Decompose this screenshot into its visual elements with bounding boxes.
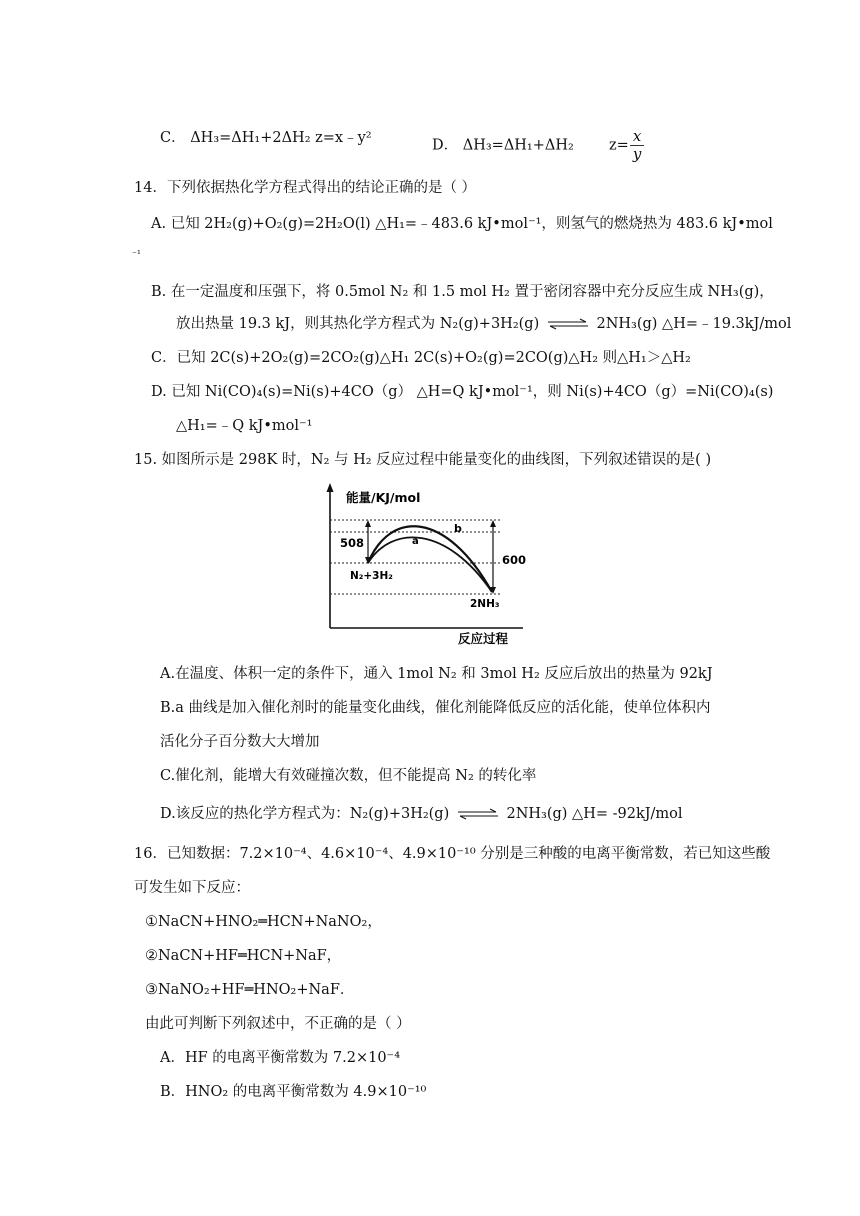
q14-option-c: C．已知 2C(s)+2O₂(g)=2CO₂(g)△H₁ 2C(s)+O₂(g)=2CO(g)△H₂ 则△H₁＞△H₂ xyxy=(151,350,691,366)
q14-stem: 14．下列依据热化学方程式得出的结论正确的是（ ） xyxy=(134,180,477,196)
q14-option-a-line1: A. 已知 2H₂(g)+O₂(g)=2H₂O(l) △H₁=﹣483.6 kJ•mol⁻¹，则氢气的燃烧热为 483.6 kJ•mol xyxy=(151,216,773,232)
q15-option-d-equation: D.该反应的热化学方程式为：N₂(g)+3H₂(g) xyxy=(160,806,450,822)
fraction-denominator: y xyxy=(632,145,642,163)
arrow-up-icon xyxy=(490,520,496,527)
q16-option-b: B．HNO₂ 的电离平衡常数为 4.9×10⁻¹⁰ xyxy=(160,1084,427,1100)
label-508: 508 xyxy=(340,536,365,550)
q13-option-d xyxy=(432,128,644,163)
q15-option-b-line2: 活化分子百分数大大增加 xyxy=(160,734,320,750)
q13-option-c: C． ΔH₃=ΔH₁+2ΔH₂ z=x﹣y² xyxy=(160,130,372,146)
q16-stem-line1: 16．已知数据：7.2×10⁻⁴、4.6×10⁻⁴、4.9×10⁻¹⁰ 分别是三种酸的电离平衡常数，若已知这些酸 xyxy=(134,846,771,862)
products-label: 2NH₃ xyxy=(470,598,500,610)
curve-b xyxy=(368,526,492,592)
q14-option-b-product: 2NH₃(g) △H=﹣19.3kJ/mol xyxy=(596,316,792,332)
q14-option-b-equation: 放出热量 19.3 kJ，则其热化学方程式为 N₂(g)+3H₂(g) xyxy=(176,316,540,332)
q16-question: 由此可判断下列叙述中，不正确的是（ ） xyxy=(145,1016,411,1032)
q14-option-d-line1: D. 已知 Ni(CO)₄(s)=Ni(s)+4CO（g） △H=Q kJ•mol⁻¹，则 Ni(s)+4CO（g）=Ni(CO)₄(s) xyxy=(151,384,774,400)
label-600: 600 xyxy=(502,553,527,567)
x-axis-label: 反应过程 xyxy=(458,631,509,646)
equilibrium-arrow-icon xyxy=(546,318,590,330)
q13-option-d-fraction xyxy=(630,128,644,163)
y-axis-label: 能量/KJ/mol xyxy=(346,490,421,505)
arrow-up-icon xyxy=(365,520,371,527)
q14-option-b-line1: B. 在一定温度和压强下，将 0.5mol N₂ 和 1.5 mol H₂ 置于密闭容器中充分反应生成 NH₃(g)， xyxy=(151,284,774,300)
curve-b-label: b xyxy=(454,522,462,535)
q16-reaction-1: ①NaCN+HNO₂═HCN+NaNO₂， xyxy=(145,914,382,930)
fraction-numerator: x xyxy=(630,128,644,146)
q13-option-d-label: D． ΔH₃=ΔH₁+ΔH₂ xyxy=(432,137,574,154)
q16-reaction-3: ③NaNO₂+HF═HNO₂+NaF． xyxy=(145,982,355,998)
q13-option-d-z: z= xyxy=(609,137,629,154)
energy-diagram xyxy=(318,480,538,650)
q15-option-a: A.在温度、体积一定的条件下，通入 1mol N₂ 和 3mol H₂ 反应后放出的热量为 92kJ xyxy=(160,666,713,682)
q15-option-c: C.催化剂，能增大有效碰撞次数，但不能提高 N₂ 的转化率 xyxy=(160,768,537,784)
curve-a-label: a xyxy=(412,536,419,547)
equilibrium-arrow-icon xyxy=(456,808,500,820)
y-axis-arrow-icon xyxy=(327,483,334,492)
reactants-label: N₂+3H₂ xyxy=(350,570,393,582)
q15-option-d-product: 2NH₃(g) △H= -92kJ/mol xyxy=(506,806,683,822)
q15-option-b-line1: B.a 曲线是加入催化剂时的能量变化曲线，催化剂能降低反应的活化能，使单位体积内 xyxy=(160,700,711,716)
q14-option-d-line2: △H₁=﹣Q kJ•mol⁻¹ xyxy=(176,418,313,434)
q14-option-a-line2: ⁻¹ xyxy=(132,249,141,260)
q15-option-d xyxy=(160,804,683,824)
q16-option-a: A．HF 的电离平衡常数为 7.2×10⁻⁴ xyxy=(160,1050,401,1066)
q15-stem: 15. 如图所示是 298K 时，N₂ 与 H₂ 反应过程中能量变化的曲线图，下列叙述错误的是( ) xyxy=(134,452,712,468)
q16-stem-line2: 可发生如下反应： xyxy=(134,880,250,896)
q14-option-b-line2 xyxy=(176,314,791,334)
q16-reaction-2: ②NaCN+HF═HCN+NaF， xyxy=(145,948,342,964)
